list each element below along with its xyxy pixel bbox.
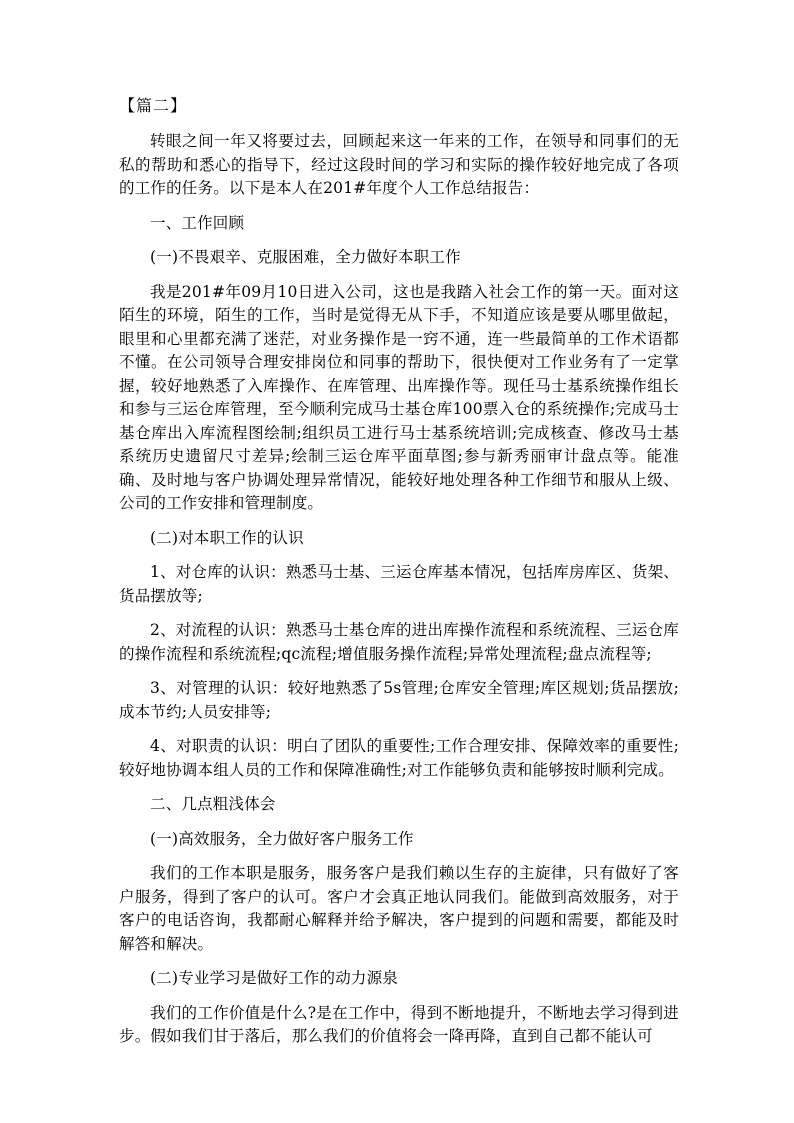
document-title: 【篇二】 xyxy=(119,96,188,115)
list-item-warehouse: 1、对仓库的认识：熟悉马士基、三运仓库基本情况，包括库房库区、货架、货品摆放等; xyxy=(119,563,679,605)
subsection-heading-learning: (二)专业学习是做好工作的动力源泉 xyxy=(150,969,398,987)
subsection-heading-service: (一)高效服务，全力做好客户服务工作 xyxy=(150,829,414,848)
subsection-heading-1: (一)不畏艰辛、克服困难，全力做好本职工作 xyxy=(150,248,461,266)
paragraph-intro: 转眼之间一年又将要过去，回顾起来这一年来的工作，在领导和同事们的无私的帮助和悉心的指导下，经过这段时间的学习和实际的操作较好地完成了各项的工作的任务。以下是本人在201#年度个人工作总结报告： xyxy=(119,132,679,197)
list-item-duties: 4、对职责的认识：明白了团队的重要性;工作合理安排、保障效率的重要性;较好地协调本组人员的工作和保障准确性;对工作能够负责和能够按时顺利完成。 xyxy=(119,737,679,779)
subsection-heading-2: (二)对本职工作的认识 xyxy=(150,528,304,547)
section-heading-work-review: 一、工作回顾 xyxy=(150,213,245,232)
paragraph-work-history: 我是201#年09月10日进入公司，这也是我踏入社会工作的第一天。面对这陌生的环境，陌生的工作，当时是觉得无从下手，不知道应该是要从哪里做起，眼里和心里都充满了迷茫，对业务操作是一窍不通，连一些最简单的工作术语都不懂。在公司领导合理安排岗位和同事的帮助下，很快便对工作业务有了一定掌握，较好地熟悉了入库操作、在库管理、出库操作等。现任马士基系统操作组长和参与三运仓库管理，至今顺利完成马士基仓库100票入仓的系统操作;完成马士基仓库出入库流程图绘制;组织员工进行马士基系统培训;完成核查、修改马士基系统历史遗留尺寸差异;绘制三运仓库平面草图;参与新秀丽审计盘点等。能准确、及时地与客户协调处理异常情况，能较好地处理各种工作细节和服从上级、公司的工作安排和管理制度。 xyxy=(119,282,679,512)
paragraph-service: 我们的工作本职是服务，服务客户是我们赖以生存的主旋律，只有做好了客户服务，得到了客户的认可。客户才会真正地认同我们。能做到高效服务，对于客户的电话咨询，我都耐心解释并给予解决，客户提到的问题和需要，都能及时解答和解决。 xyxy=(119,864,679,953)
section-heading-experience: 二、几点粗浅体会 xyxy=(150,795,276,813)
document-page xyxy=(119,94,679,1060)
paragraph-learning: 我们的工作价值是什么?是在工作中，得到不断地提升，不断地去学习得到进步。假如我们甘于落后，那么我们的价值将会一降再降，直到自己都不能认可 xyxy=(119,1003,679,1045)
list-item-management: 3、对管理的认识：较好地熟悉了5s管理;仓库安全管理;库区规划;货品摆放;成本节约;人员安排等; xyxy=(119,679,679,721)
list-item-process: 2、对流程的认识：熟悉马士基仓库的进出库操作流程和系统流程、三运仓库的操作流程和系统流程;qc流程;增值服务操作流程;异常处理流程;盘点流程等; xyxy=(119,621,679,663)
